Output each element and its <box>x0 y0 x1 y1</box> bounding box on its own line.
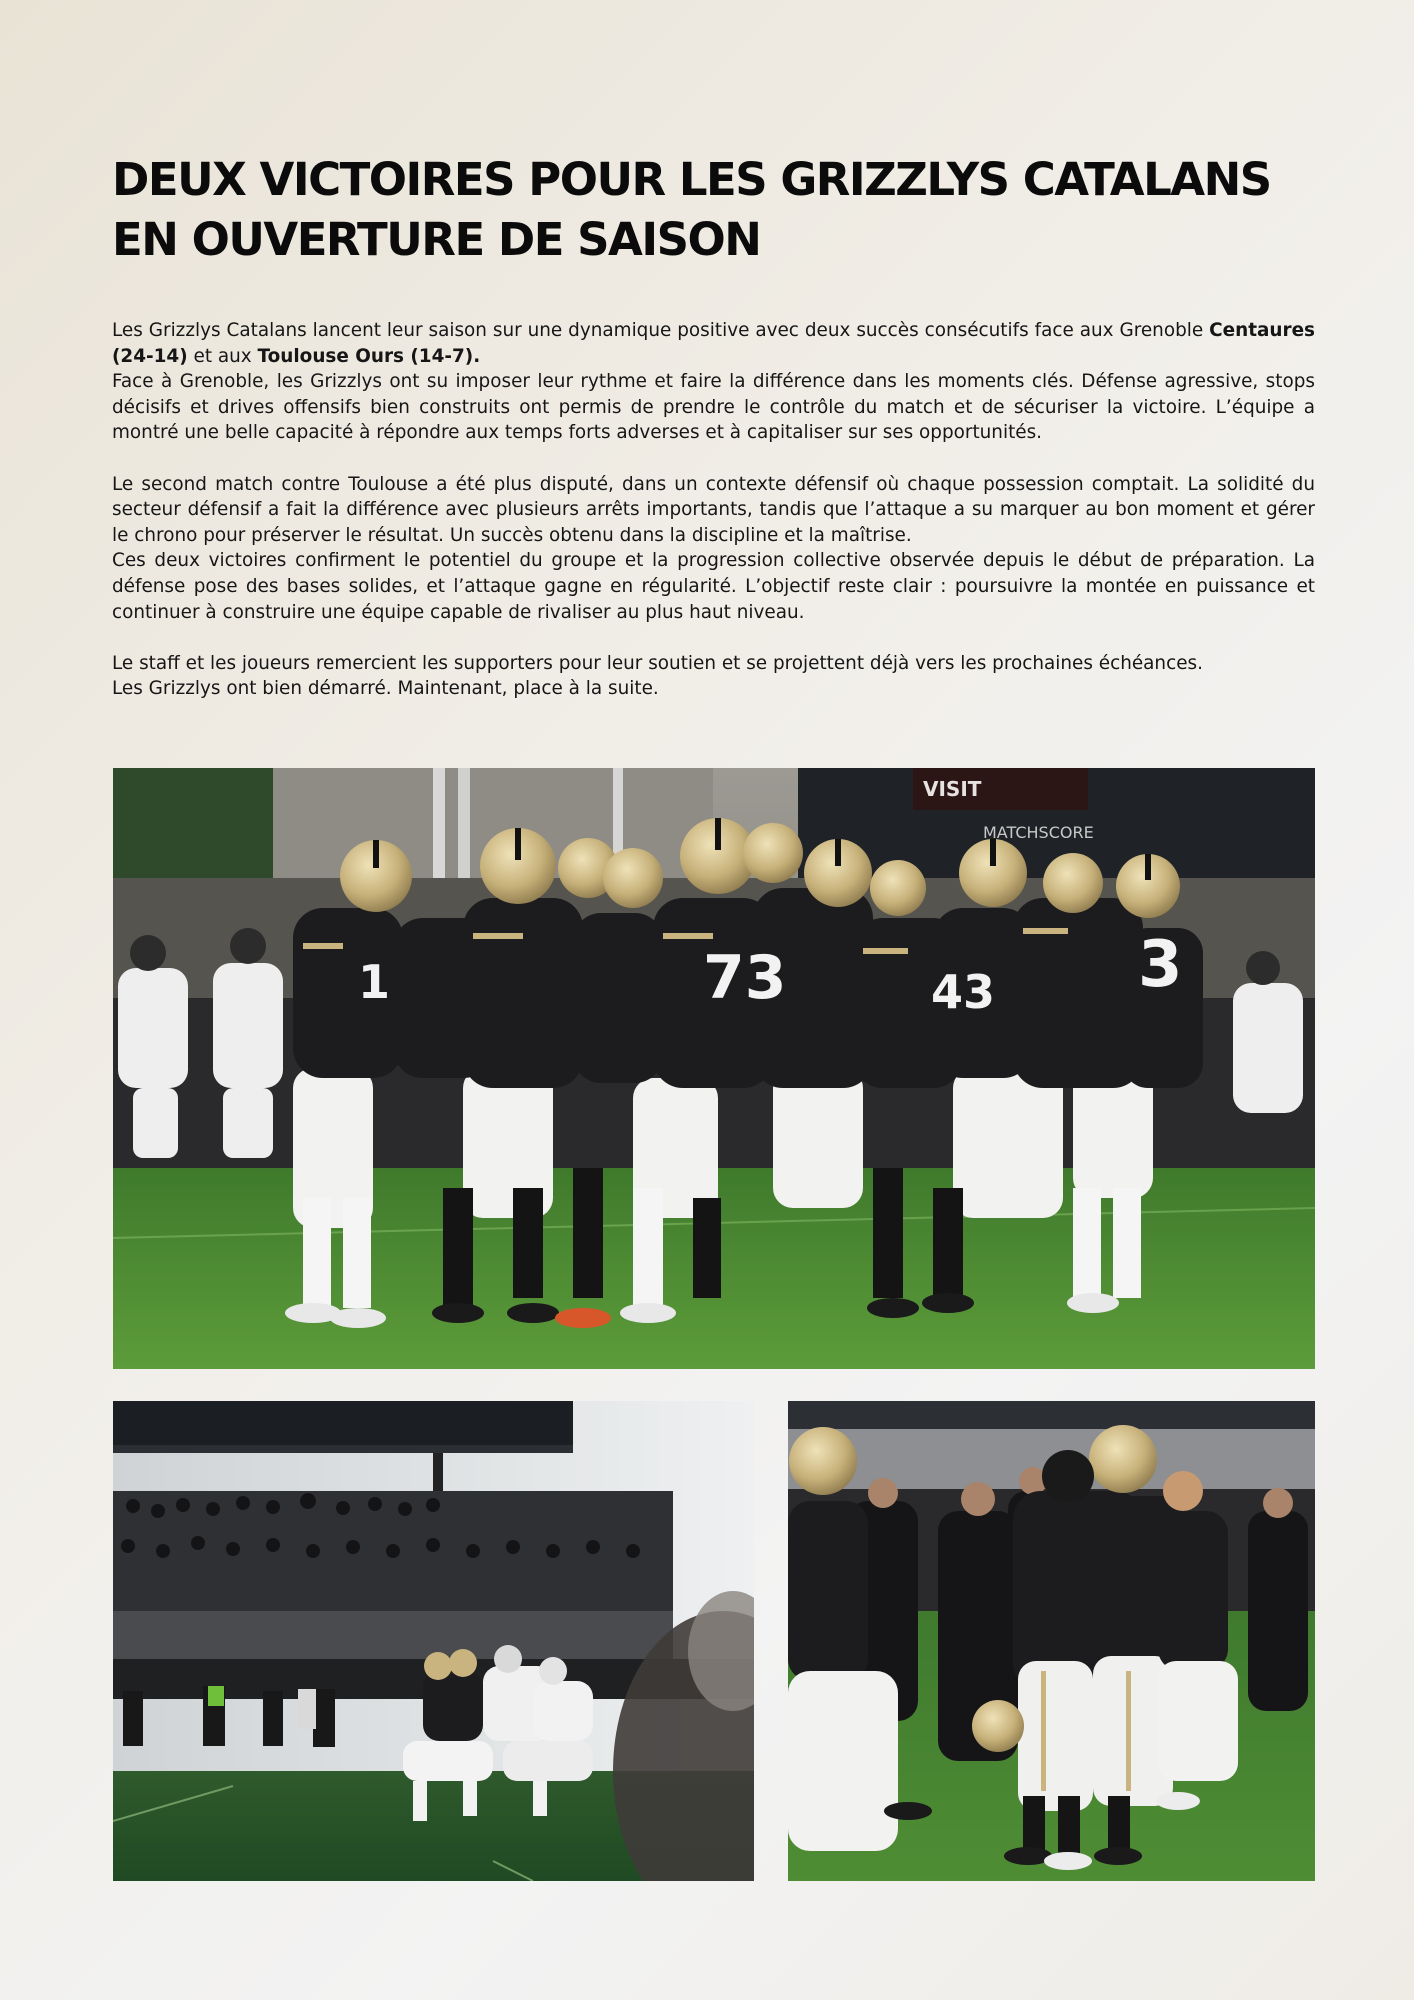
article-body <box>112 318 1315 702</box>
scoreboard-brand-text: MATCHSCORE <box>983 823 1094 842</box>
intro-text: Les Grizzlys Catalans lancent leur saison sur une dynamique positive avec deux succès consécutifs face aux Grenoble <box>112 320 1204 341</box>
team-huddle-photo <box>113 768 1315 1369</box>
celebration-photo <box>788 1401 1315 1881</box>
paragraph-grenoble: Face à Grenoble, les Grizzlys ont su imposer leur rythme et faire la différence dans les moments clés. Défense agressive, stops décisifs et drives offensifs bien construits ont permis de prendre le contrôle du match et de sécuriser la victoire. L’équipe a montré une belle capacité à répondre aux temps forts adverses et à capitaliser sur ses opportunités. <box>112 371 1315 444</box>
score-toulouse: Toulouse Ours (14-7). <box>257 345 481 367</box>
jersey-number-1: 1 <box>358 955 391 1009</box>
article-title <box>112 150 1312 270</box>
paragraph-toulouse: Le second match contre Toulouse a été plus disputé, dans un contexte défensif où chaque possession comptait. La solidité du secteur défensif a fait la différence avec plusieurs arrêts importants, tandis que l’attaque a su marquer au bon moment et gérer le chrono pour préserver le résultat. Un succès obtenu dans la discipline et la maîtrise. <box>112 473 1315 546</box>
intro-paragraph <box>112 318 1315 369</box>
game-action-photo <box>113 1401 754 1881</box>
paragraph-closing: Les Grizzlys ont bien démarré. Maintenant, place à la suite. <box>112 678 659 700</box>
scoreboard-visit-text: VISIT <box>923 777 982 801</box>
jersey-number-73: 73 <box>703 943 787 1013</box>
jersey-number-43: 43 <box>931 965 996 1019</box>
paragraph-thanks: Le staff et les joueurs remercient les supporters pour leur soutien et se projettent déjà vers les prochaines échéances. <box>112 652 1203 674</box>
paragraph-conclusion: Ces deux victoires confirment le potentiel du groupe et la progression collective observée depuis le début de préparation. La défense pose des bases solides, et l’attaque gagne en régularité. L’objectif reste clair : poursuivre la montée en puissance et continuer à construire une équipe capable de rivaliser au plus haut niveau. <box>112 550 1315 623</box>
intro-connector: et aux <box>193 345 252 367</box>
jersey-number-3: 3 <box>1138 928 1183 1002</box>
article-title-line-2: EN OUVERTURE DE SAISON <box>112 213 761 266</box>
article-title-line-1: DEUX VICTOIRES POUR LES GRIZZLYS CATALANS <box>112 153 1271 206</box>
score-grenoble: Centaures (24-14) <box>112 320 1315 367</box>
